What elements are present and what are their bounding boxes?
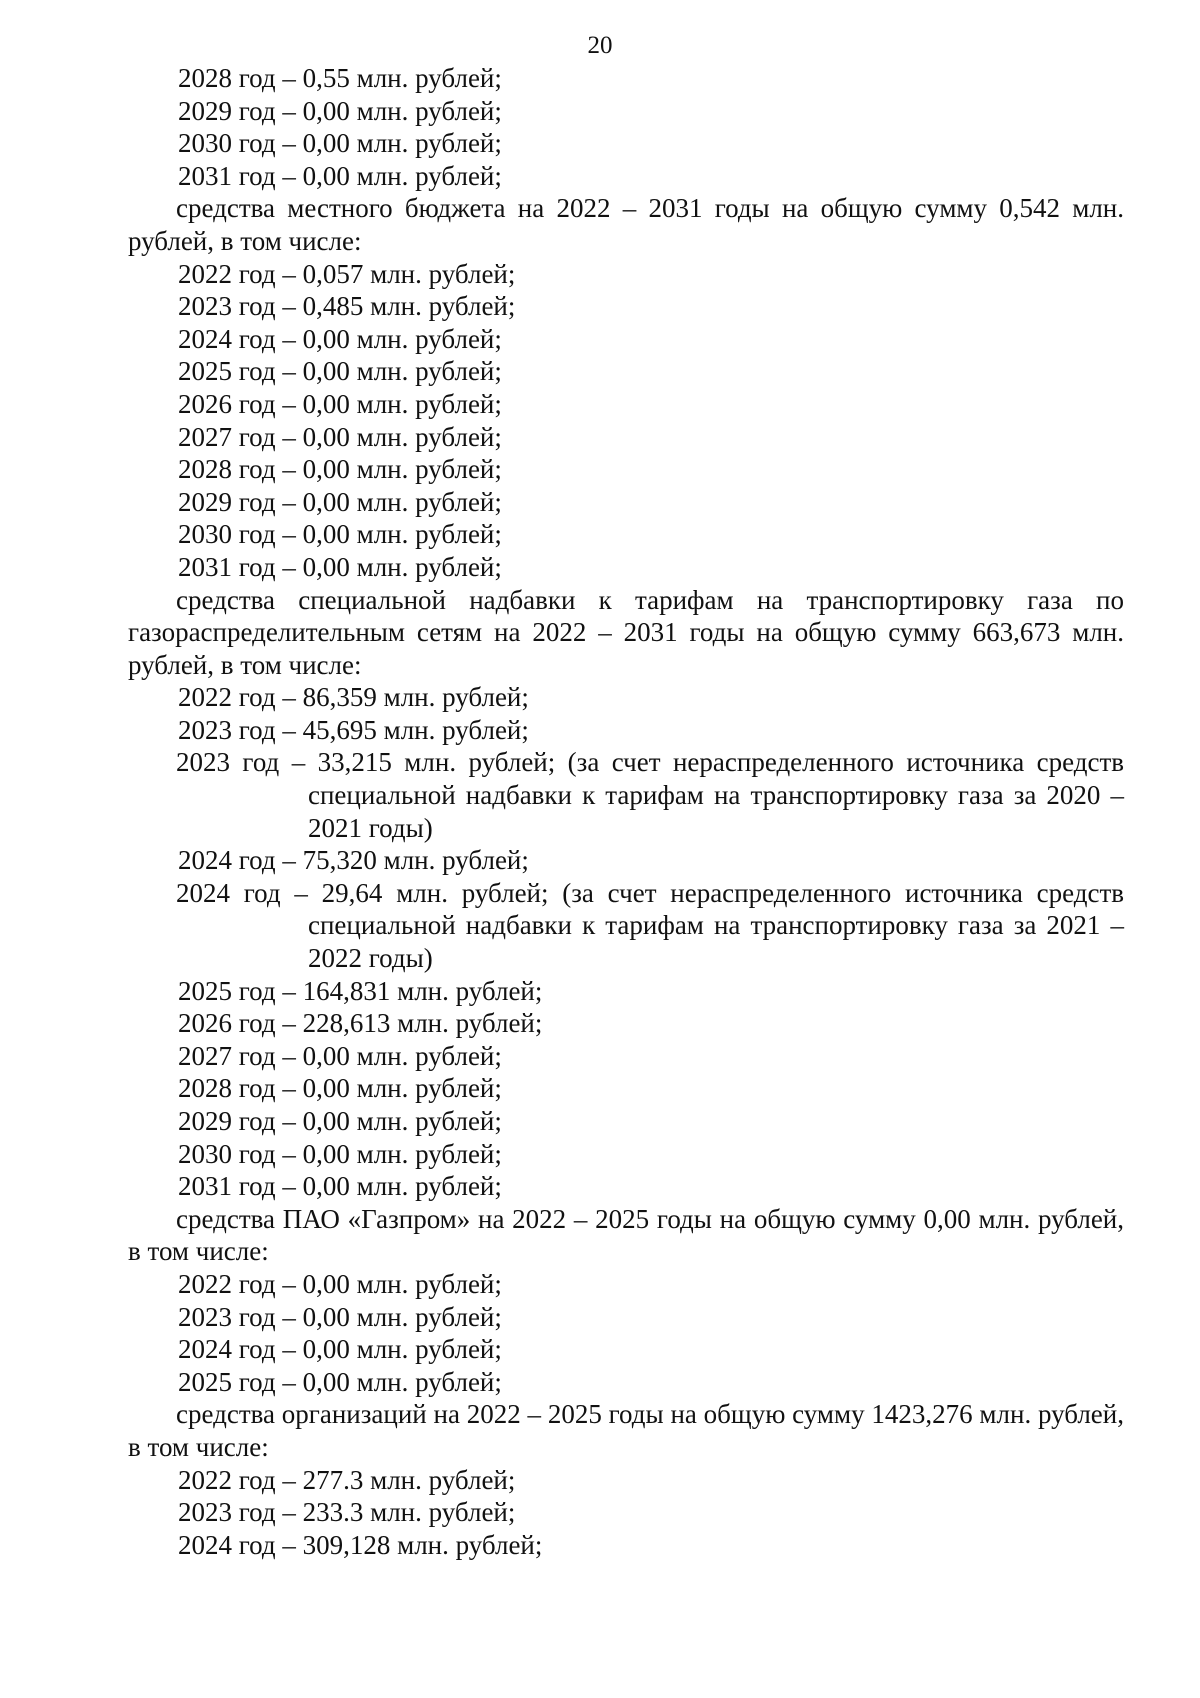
year-line: 2029 год – 0,00 млн. рублей; bbox=[178, 1106, 502, 1136]
year-line: 2031 год – 0,00 млн. рублей; bbox=[178, 160, 502, 191]
local-budget-paragraph: средства местного бюджета на 2022 – 2031 годы на общую сумму 0,542 млн. рублей, в том числе: bbox=[128, 193, 1124, 256]
year-line: 2023 год – 0,00 млн. рублей; bbox=[178, 1301, 502, 1332]
year-line: 2025 год – 0,00 млн. рублей; bbox=[178, 1366, 502, 1397]
year-line: 2028 год – 0,00 млн. рублей; bbox=[178, 1073, 502, 1104]
year-line: 2024 год – 0,00 млн. рублей; bbox=[178, 1334, 502, 1365]
year-line: 2029 год – 0,00 млн. рублей; bbox=[178, 95, 502, 126]
gazprom-paragraph: средства ПАО «Газпром» на 2022 – 2025 годы на общую сумму 0,00 млн. рублей, в том числе: bbox=[128, 1203, 1124, 1267]
year-line: 2030 год – 0,00 млн. рублей; bbox=[178, 128, 502, 159]
special-surcharge-paragraph: средства специальной надбавки к тарифам на транспортировку газа по газораспределительным сетям на 2022 – 2031 годы на общую сумму 663,673 млн. рублей, в том числе: bbox=[128, 584, 1124, 680]
year-line: 2023 год – 0,485 млн. рублей; bbox=[178, 291, 516, 322]
year-line: 2029 год – 0,00 млн. рублей; bbox=[178, 486, 502, 517]
year-line: 2022 год – 86,359 млн. рублей; bbox=[178, 682, 529, 713]
year-line: 2030 год – 0,00 млн. рублей; bbox=[178, 519, 502, 550]
year-line: 2031 год – 0,00 млн. рублей; bbox=[178, 551, 502, 582]
year-line: 2024 год – 309,128 млн. рублей; bbox=[178, 1529, 543, 1560]
year-line: 2030 год – 0,00 млн. рублей; bbox=[178, 1138, 502, 1169]
year-line: 2027 год – 0,00 млн. рублей; bbox=[178, 421, 502, 452]
page-number: 20 bbox=[587, 32, 613, 59]
year-line: 2026 год – 228,613 млн. рублей; bbox=[178, 1008, 543, 1039]
year-line: 2022 год – 0,00 млн. рублей; bbox=[178, 1268, 502, 1299]
year-note-2024: 2024 год – 29,64 млн. рублей; (за счет нераспределенного источника средств специальной надбавки к тарифам на транспортировку газа за 2021 – 2022 годы) bbox=[176, 877, 1124, 974]
year-line: 2027 год – 0,00 млн. рублей; bbox=[178, 1040, 502, 1071]
year-line: 2023 год – 45,695 млн. рублей; bbox=[178, 714, 529, 745]
year-line: 2028 год – 0,55 млн. рублей; bbox=[178, 63, 502, 93]
year-line: 2025 год – 0,00 млн. рублей; bbox=[178, 356, 502, 387]
organizations-paragraph: средства организаций на 2022 – 2025 годы на общую сумму 1423,276 млн. рублей, в том числе: bbox=[128, 1399, 1124, 1462]
year-line: 2022 год – 277.3 млн. рублей; bbox=[178, 1464, 516, 1495]
year-line: 2024 год – 75,320 млн. рублей; bbox=[178, 845, 529, 876]
year-line: 2026 год – 0,00 млн. рублей; bbox=[178, 388, 502, 419]
year-line: 2022 год – 0,057 млн. рублей; bbox=[178, 258, 516, 289]
year-line: 2023 год – 233.3 млн. рублей; bbox=[178, 1497, 516, 1528]
year-line: 2025 год – 164,831 млн. рублей; bbox=[178, 975, 543, 1006]
document-body bbox=[128, 62, 1124, 1561]
year-line: 2028 год – 0,00 млн. рублей; bbox=[178, 454, 502, 485]
year-note-2023: 2023 год – 33,215 млн. рублей; (за счет нераспределенного источника средств специальной надбавки к тарифам на транспортировку газа за 2020 – 2021 годы) bbox=[176, 747, 1124, 843]
year-line: 2024 год – 0,00 млн. рублей; bbox=[178, 323, 502, 354]
year-line: 2031 год – 0,00 млн. рублей; bbox=[178, 1171, 502, 1202]
